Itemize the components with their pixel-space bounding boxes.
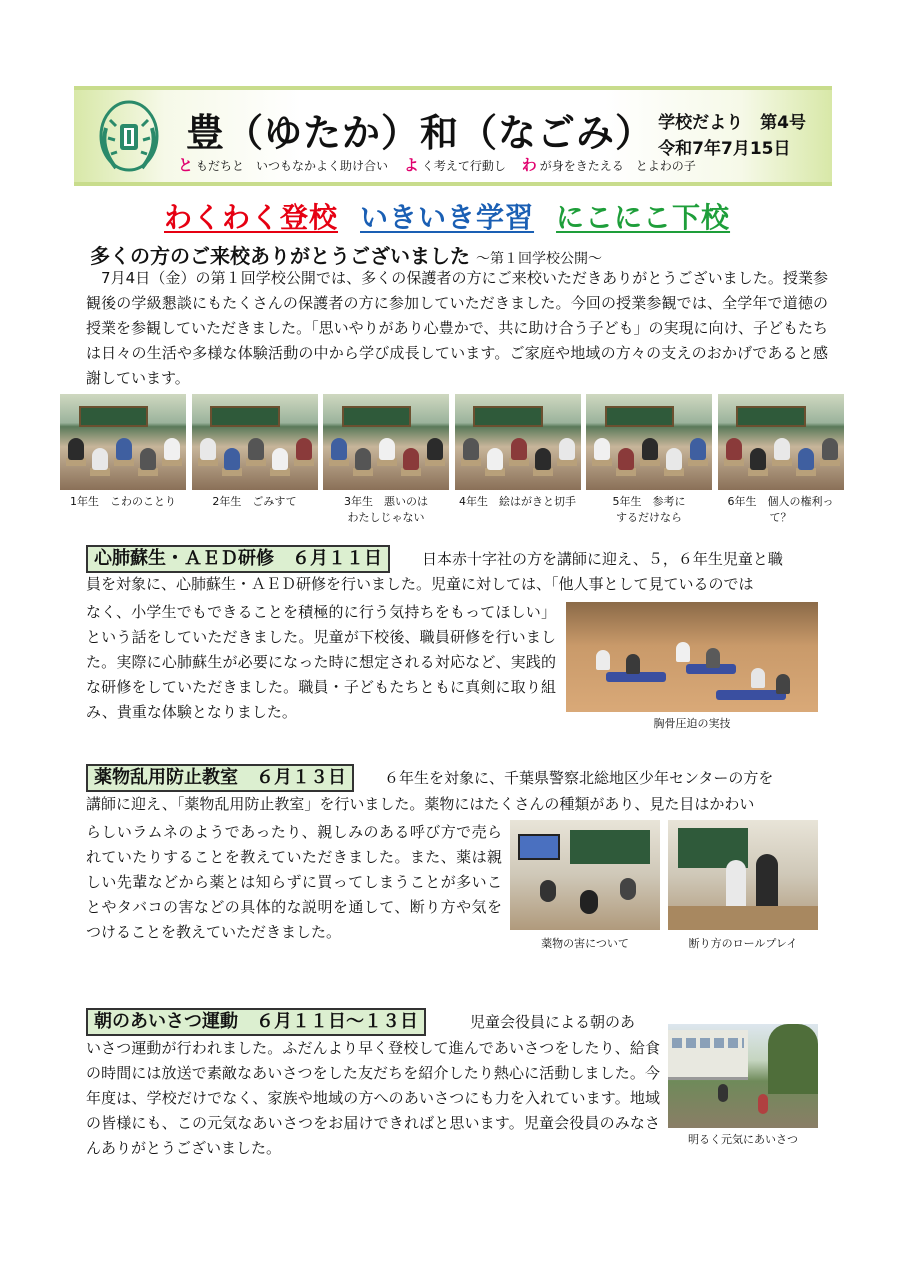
motto-key-2: よ — [403, 156, 419, 174]
drug-photo-caption-1: 薬物の害について — [541, 937, 629, 950]
section4-lead: 児童会役員による朝のあ — [470, 1013, 636, 1031]
school-slogan — [164, 196, 730, 236]
class-photo-caption-1: 1年生 こわのことり — [70, 495, 176, 508]
section3-line2: 講師に迎え、「薬物乱用防止教室」を行いました。薬物にはたくさんの種類があり、見た目はかわい — [86, 795, 755, 813]
motto-key-1: と — [178, 156, 194, 174]
motto-text-3: が身をきたえる とよわの子 — [539, 159, 696, 173]
newsletter-title: 豊（ゆたか）和（なごみ） — [186, 111, 655, 155]
slogan-part-3: にこにこ下校 — [556, 201, 731, 234]
motto-key-3: わ — [521, 156, 537, 174]
class-photo-5 — [586, 394, 712, 490]
school-emblem-icon — [96, 98, 162, 174]
section2-body: なく、小学生でもできることを積極的に行う気持ちをもってほしい」という話をしていただきました。児童が下校後、職員研修を行いました。実際に心肺蘇生が必要になった時に想定される対応など、実践的な研修をしていただきました。職員・子どもたちともに真剣に取り組み、貴重な体験となりました。 — [86, 603, 556, 721]
greeting-photo-caption: 明るく元気にあいさつ — [688, 1133, 798, 1146]
section2-title: 心肺蘇生・ＡＥＤ研修 ６月１１日 — [86, 545, 390, 573]
class-photo-caption-2: 2年生 ごみすて — [212, 495, 297, 508]
class-photo-3 — [323, 394, 449, 490]
section4-title: 朝のあいさつ運動 ６月１１日～１３日 — [86, 1008, 426, 1036]
motto-text-2: く考えて行動し — [421, 159, 506, 173]
motto-text-1: もだちと いつもなかよく助け合い — [196, 159, 389, 173]
section3-body: らしいラムネのようであったり、親しみのある呼び方で売られていたりすることを教えていただきました。また、薬は親しい先輩などから薬とは知らずに買ってしまうことが多いことやタバコの害などの具体的な説明を通して、断り方や気をつけることを教えていただきました。 — [86, 823, 502, 941]
drug-photo-caption-2: 断り方のロールプレイ — [688, 937, 798, 950]
class-photo-caption-6: 6年生 個人の権利って？ — [727, 495, 834, 524]
section1-body: 7月4日（金）の第１回学校公開では、多くの保護者の方にご来校いただきありがとうございました。授業参観後の学級懇談にもたくさんの保護者の方に参加していただきました。今回の授業参観では、全学年で道徳の授業を参観していただきました。「思いやりがあり心豊かで、共に助け合う子ども」の実現に向け、子どもたちは日々の生活や多様な体験活動の中から学び成長しています。ご家庭や地域の方々の支えのおかげであると感謝しています。 — [86, 269, 828, 387]
cpr-photo-caption: 胸骨圧迫の実技 — [653, 717, 731, 730]
issue-number: 学校だより 第4号 — [658, 113, 806, 133]
slogan-part-2: いきいき学習 — [360, 201, 535, 234]
section2-line2: 員を対象に、心肺蘇生・ＡＥＤ研修を行いました。児童に対しては、「他人事として見ているのでは — [86, 575, 754, 593]
class-photo-6 — [718, 394, 844, 490]
greeting-campaign-photo — [668, 1024, 818, 1128]
class-photo-caption-3: 3年生 悪いのは わたしじゃない — [344, 495, 428, 524]
class-photo-4 — [455, 394, 581, 490]
section1-subtitle: ～第１回学校公開～ — [476, 251, 602, 267]
section1-title: 多くの方のご来校ありがとうございました — [90, 244, 470, 268]
slogan-part-1: わくわく登校 — [164, 201, 339, 234]
section3-lead: ６年生を対象に、千葉県警察北総地区少年センターの方を — [384, 769, 774, 787]
section3-title: 薬物乱用防止教室 ６月１３日 — [86, 764, 354, 792]
refusal-roleplay-photo — [668, 820, 818, 930]
section4-body: いさつ運動が行われました。ふだんより早く登校して進んであいさつをしたり、給食の時間には放送で素敵なあいさつをした友だちを紹介したり熱心に活動しました。今年度は、学校だけでなく、家族や地域の方へのあいさつにも力を入れています。地域の皆様にも、この元気なあいさつをお届けできればと思います。児童会役員のみなさんありがとうございました。 — [86, 1039, 660, 1157]
issue-date: 令和7年7月15日 — [658, 139, 791, 159]
section1-heading — [90, 240, 602, 269]
class-photo-caption-5: 5年生 参考に するだけなら — [612, 495, 686, 524]
cpr-training-photo — [566, 602, 818, 712]
school-motto — [178, 154, 708, 175]
drug-harm-photo — [510, 820, 660, 930]
newsletter-header — [74, 86, 832, 186]
class-photo-1 — [60, 394, 186, 490]
class-photo-2 — [192, 394, 318, 490]
class-photo-caption-4: 4年生 絵はがきと切手 — [459, 495, 576, 508]
section2-lead: 日本赤十字社の方を講師に迎え、５，６年生児童と職 — [422, 550, 783, 568]
issue-info — [658, 110, 806, 162]
